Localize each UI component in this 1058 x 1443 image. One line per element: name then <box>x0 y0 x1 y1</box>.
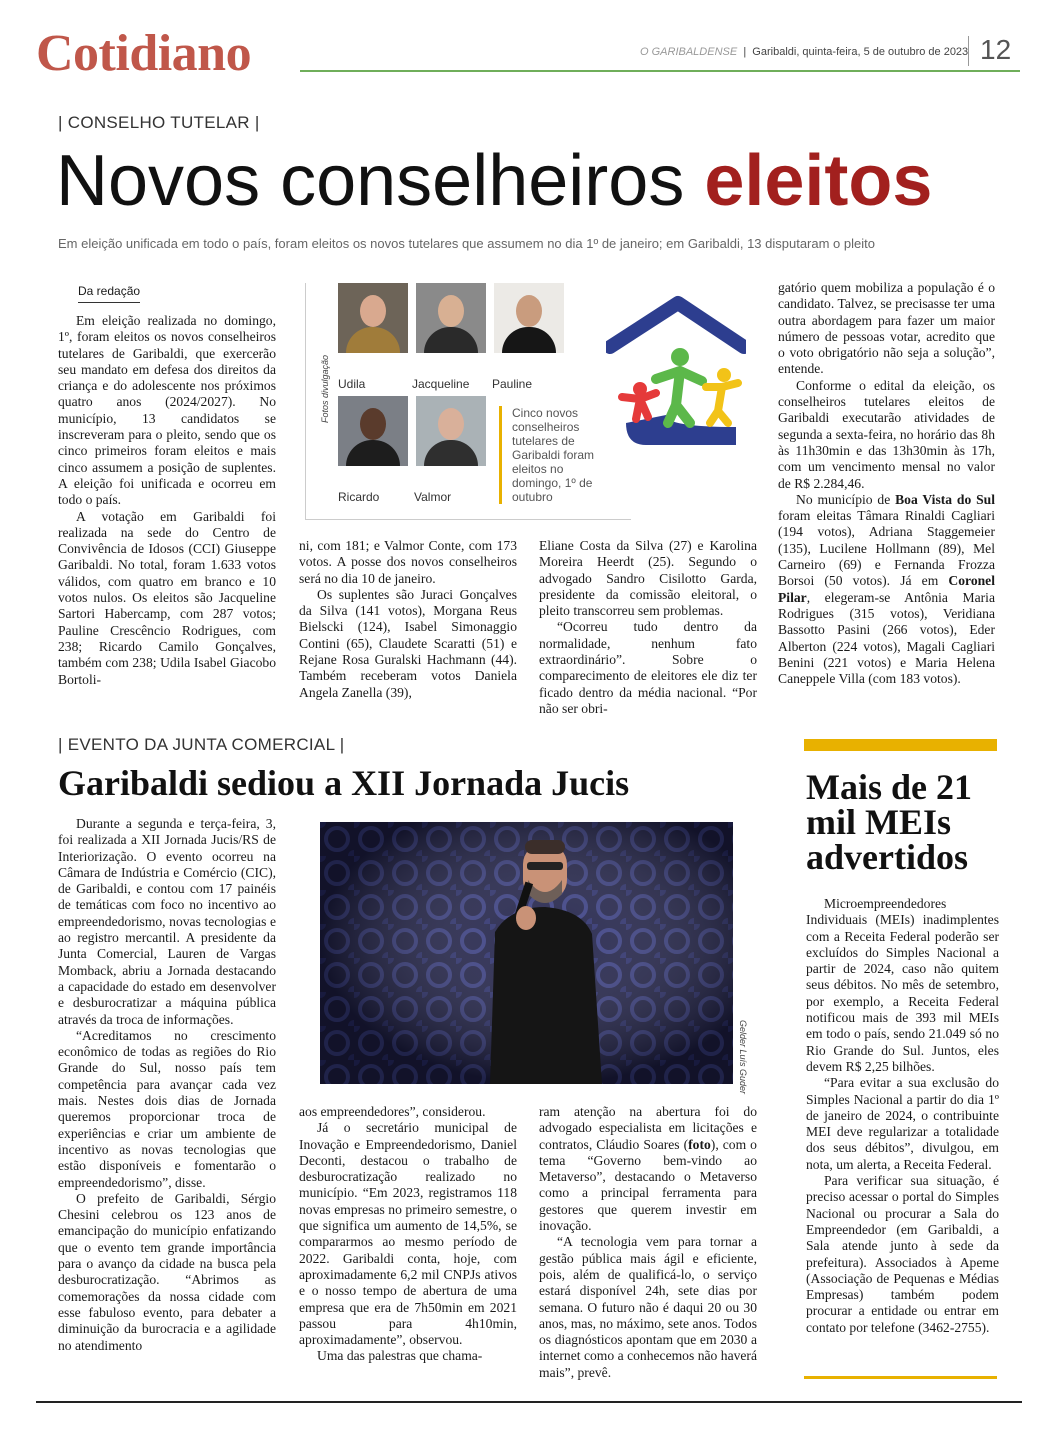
paragraph: Eliane Costa da Silva (27) e Karolina Moreira Heerdt (25). Segundo o advogado Sandro Cisilotto Garda, presidente da comissão eleitoral, o pleito transcorreu sem problemas. <box>539 538 757 619</box>
paragraph: Conforme o edital da eleição, os conselheiros tutelares eleitos de Garibaldi executarão atividades de segunda a sexta-feira, no horário das 8h às 11h30min e das 13h30min às 17h, com um vencimento mensal no valor de R$ 2.284,46. <box>778 377 995 491</box>
councillors-photo-panel <box>305 283 631 520</box>
paragraph: “Para evitar a sua exclusão do Simples Nacional a partir do dia 1º de janeiro de 2024, o contribuinte MEI deve regularizar a totalidade dos seus débitos”, divulgou, em nota, um alerta, a Receita Federal. <box>806 1075 999 1172</box>
speaker-hair <box>525 840 565 854</box>
name-pauline: Pauline <box>492 377 533 391</box>
paragraph: Em eleição realizada no domingo, 1º, foram eleitos os novos conselheiros tutelares de Garibaldi, que exercerão seu mandato em defesa dos direitos da criança e do adolescente nos próximos quatro anos (2024/2027). No município, 13 candidatos se inscreveram para o pleito, sendo que os cinco primeiros foram eleitos e mais cinco assumem a posição de suplentes. A eleição foi unificada e ocorreu em todo o país. <box>58 313 276 508</box>
sidebar-bottom-bar <box>804 1376 997 1379</box>
paragraph: Uma das palestras que chama- <box>317 1348 483 1364</box>
paragraph: “Ocorreu tudo dentro da normalidade, nenhum fato extraordinário”. Sobre o comparecimento de eleitores ele diz ter ficado dentro da média nacional. “Por não ser obri- <box>539 619 757 716</box>
name-jacqueline: Jacqueline <box>412 377 470 391</box>
paragraph: Para verificar sua situação, é preciso acessar o portal do Simples Nacional ou procurar a Sala do Empreendedor (em Garibaldi, a Sala atende junto à sede da prefeitura). Associados à Apeme (Associação de Pequenas e Médias Empresas) também podem procurar a entidade ou entrar em contato por telefone (3462-2755). <box>806 1173 999 1335</box>
text-run: foram eleitas Tâmara Rinaldi Cagliari (194 votos), Adriana Staggemeier (135), Lucilene Hollmann (89), Mel Carneiro (69) e Fernanda Frozza Borsoi (50 votos). Já em <box>778 508 995 589</box>
page-number-separator <box>968 36 969 66</box>
photo-credit: Fotos divulgação <box>320 354 330 423</box>
sidebar-body <box>806 896 999 1336</box>
portrait-ricardo <box>338 396 408 466</box>
header-rule <box>300 70 1020 72</box>
article2-headline: Garibaldi sediou a XII Jornada Jucis <box>58 763 630 803</box>
article1-column-3 <box>539 538 757 717</box>
headline-accent: eleitos <box>704 141 933 221</box>
photo-caption: Cinco novos conselheiros tutelares de Garibaldi foram eleitos no domingo, 1º de outubro <box>499 406 612 504</box>
article1-column-4 <box>778 280 995 687</box>
byline: Da redação <box>78 284 140 303</box>
portrait-pauline <box>494 283 564 353</box>
logo-figure-red-body <box>622 393 656 419</box>
paragraph: O prefeito de Garibaldi, Sérgio Chesini celebrou os 123 anos de emancipação do município enfatizando que o evento tem grande importância para o avanço da cidade na busca pela desburocratização. “Abrimos as comemorações da nossa cidade com esse fabuloso evento, para debater a diminuição da burocracia e a agilidade no atendimento <box>58 1190 276 1353</box>
paragraph: Os suplentes são Juraci Gonçalves da Silva (141 votos), Morgana Reus Bielscki (124), Isabel Simonaggio Contini (65), Claudete Scaratti (51) e Rejane Rosa Guralski Hachmann (44). Também receberam votos Daniela Angela Zanella (39), <box>299 586 517 700</box>
logo-roof <box>610 303 744 347</box>
article2-column-1 <box>58 816 276 1354</box>
headline-main: Novos conselheiros <box>56 141 705 221</box>
sidebar-headline: Mais de 21 mil MEIs advertidos <box>806 767 972 877</box>
paragraph: Microempreendedores Individuais (MEIs) inadimplentes com a Receita Federal poderão ser excluídos do Simples Nacional a partir de 2024, caso não quitem seus débitos. No mês de setembro, por exemplo, a Receita Federal notificou mais de 393 mil MEIs em todo o país, sendo 21.049 só no Rio Grande do Sul. Juntos, eles devem R$ 2,25 bilhões. <box>806 896 999 1074</box>
article2-column-2 <box>299 1104 517 1365</box>
paragraph: aos empreendedores”, considerou. <box>299 1104 486 1119</box>
text-run: ram atenção na abertura foi do advogado especialista em licitações e contratos, Cláudio Soares ( <box>539 1104 757 1152</box>
logo-figure-green-head <box>671 348 689 366</box>
paragraph: Já o secretário municipal de Inovação e Empreendedorismo, Daniel Deconti, destacou o trabalho de desburocratização realizado no município. “Em 2023, registramos 118 novas empresas no primeiro semestre, o que significa um aumento de 14,5%, se compararmos ao mesmo período de 2022. Garibaldi conta, hoje, com aproximadamente 6,2 mil CNPJs ativos e o nosso tempo de abertura de uma empresa que era de 7h50min em 2021 passou para 4h10min, aproximadamente”, observou. <box>299 1120 517 1348</box>
portrait-valmor <box>416 396 486 466</box>
name-ricardo: Ricardo <box>338 490 380 504</box>
article1-kicker: | CONSELHO TUTELAR | <box>58 113 260 132</box>
name-valmor: Valmor <box>414 490 452 504</box>
article1-headline <box>56 140 932 222</box>
logo-figure-yellow-body <box>706 383 738 423</box>
name-udila: Udila <box>338 377 366 391</box>
page-number: 12 <box>980 34 1012 65</box>
paragraph <box>539 1104 757 1234</box>
article2-column-3 <box>539 1104 757 1381</box>
paragraph: Durante a segunda e terça-feira, 3, foi realizada a XII Jornada Jucis/RS de Interiorização. O evento ocorreu na Câmara de Indústria e Comércio (CIC), de Garibaldi, e contou com 17 painéis de temáticas com foco no incentivo ao empreendedorismo, novas tecnologias e ao registro mercantil. A presidente da Junta Comercial, Lauren de Vargas Momback, abriu a Jornada destacando a capacidade do estado em desenvolver e desburocratizar a máquina pública através da troca de informações. <box>58 816 276 1027</box>
meta-separator: | <box>740 46 753 58</box>
paragraph: “Acreditamos no crescimento econômico de todas as regiões do Rio Grande do Sul, nosso país tem competência para avançar cada vez mais. Nestes dois dias de Jornada queremos proporcionar troca de experiências e criar um ambiente de incentivo as novas tecnologias que estão disponíveis e fomentarão o empreendedorismo”, disse. <box>58 1027 276 1190</box>
article1-column-2 <box>299 538 517 701</box>
place-name: Coronel Pilar <box>778 573 995 605</box>
article2-kicker: | EVENTO DA JUNTA COMERCIAL | <box>58 735 345 754</box>
publication-name: O GARIBALDENSE <box>640 46 738 58</box>
logo-figure-yellow-head <box>717 368 731 382</box>
council-logo-graphic <box>606 295 746 455</box>
header-meta <box>640 46 968 58</box>
speaker-glasses <box>527 862 563 870</box>
speaker-body <box>490 907 602 1084</box>
speaker-hand <box>516 906 536 930</box>
paragraph <box>778 492 995 688</box>
speaker-stage-photo <box>320 822 733 1084</box>
text-run: ), com o tema “Governo bem-vindo ao Metaverso”, destacando o Metaverso como a principal ferramenta para gestores que querem investir em inovação. <box>539 1136 757 1234</box>
logo-figure-green-body <box>656 371 702 423</box>
sidebar-accent-bar <box>804 739 997 751</box>
bold-run: foto <box>688 1136 711 1152</box>
paragraph: ni, com 181; e Valmor Conte, com 173 votos. A posse dos novos conselheiros será no dia 10 de janeiro. <box>299 538 517 586</box>
footer-rule <box>36 1401 1022 1403</box>
article1-column-1 <box>58 313 276 688</box>
stage-photo-credit: Gelder Luís Guder <box>738 1020 748 1095</box>
place-name: Boa Vista do Sul <box>895 491 995 507</box>
text-run: , elegeram-se Antônia Maria Rodrigues (315 votos), Veridiana Bassotto Pasini (266 votos), Eder Alberton (224 votos), Magali Cagliari Benini (221 votos) e Maria Helena Caneppele Villa (com 183 votos). <box>778 589 995 687</box>
paragraph: A votação em Garibaldi foi realizada na sede do Centro de Convivência de Idosos (CCI) Giuseppe Garibaldi. No total, foram 1.633 votos válidos, com quatro em branco e 10 votos nulos. Os eleitos são Jacqueline Sartori Habercamp, com 287 votos; Pauline Crescêncio Rodrigues, com 238; Ricardo Camilo Gonçalves, também com 238; Udila Isabel Giacobo Bortoli- <box>58 508 276 687</box>
portrait-udila <box>338 283 408 353</box>
section-title: Cotidiano <box>36 25 252 82</box>
paragraph: “A tecnologia vem para tornar a gestão pública mais ágil e eficiente, pois, além de qualificá-lo, o serviço estará disponível 24h, sete dias por semana. O futuro não é daqui 20 ou 30 anos, mas, no máximo, sete anos. Todos os diagnósticos apontam que em 2030 a internet como a conhecemos não haverá mais”, prevê. <box>539 1234 757 1380</box>
article1-subhead: Em eleição unificada em todo o país, foram eleitos os novos tutelares que assumem no dia 1º de janeiro; em Garibaldi, 13 disputaram o pleito <box>58 236 875 251</box>
speaker-photo-graphic <box>320 822 733 1084</box>
text-run: No município de <box>796 491 896 507</box>
paragraph: gatório quem mobiliza a população é o candidato. Talvez, se precisasse ter uma outra abordagem para fazer um maior número de pessoas votar, acredito que o voto obrigatório não seja a solução”, entende. <box>778 280 995 377</box>
dateline: Garibaldi, quinta-feira, 5 de outubro de 2023 <box>752 46 969 58</box>
portrait-jacqueline <box>416 283 486 353</box>
